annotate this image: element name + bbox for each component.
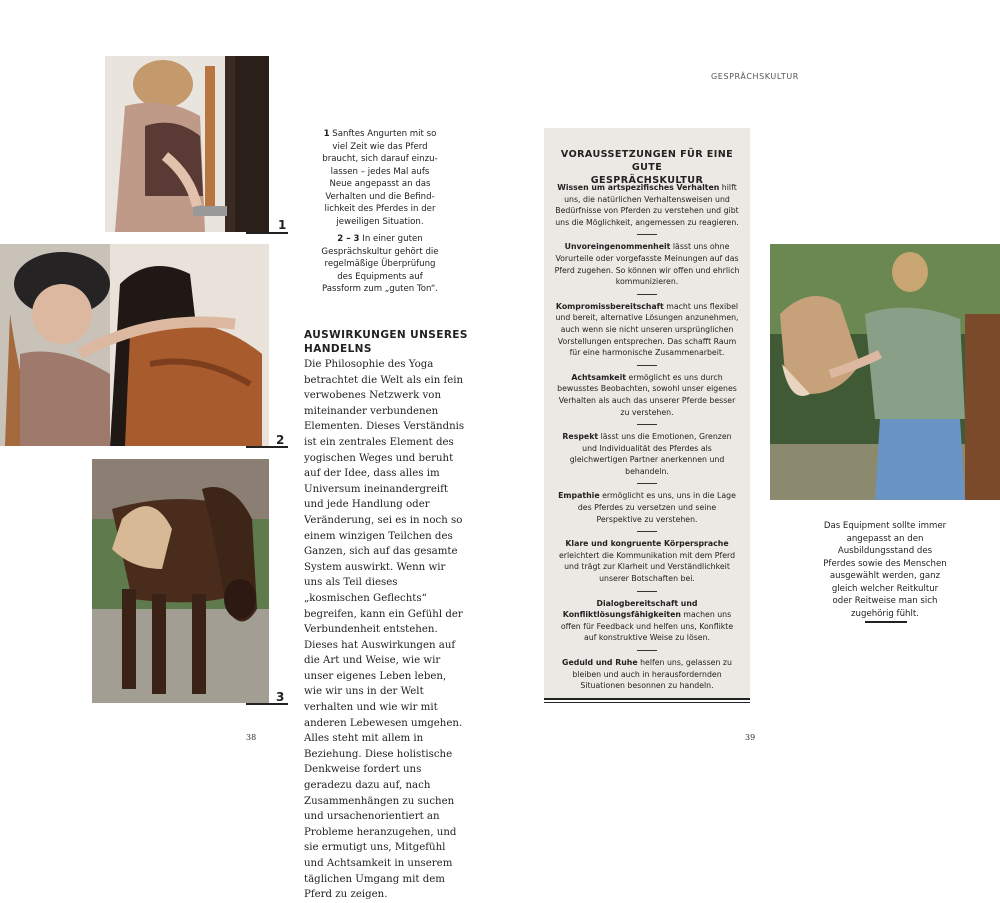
item-text: lässt uns ohne Vorurteile oder vorgefasste Meinungen auf das Pferd zugehen. So können wir offen und ehrlich kommunizieren.: [554, 242, 740, 287]
separator-line: [637, 531, 657, 532]
separator-line: [637, 424, 657, 425]
photo-2-number: 2: [276, 433, 285, 447]
item-text: erleichtert die Kommunikation mit dem Pferd und trägt zur Klarheit und Verständlichkeit unserer Botschaften bei.: [558, 550, 736, 584]
caption-text-1: Sanftes Angurten mit so viel Zeit wie das Pferd braucht, sich darauf einzulassen – jedes Mal aufs Neue angepasst an das Verhalten und die Befindlichkeit des Pferdes in der jeweiligen Situation.: [322, 129, 438, 227]
item-text: ermöglicht es uns durch bewusstes Beobachten, sowohl unser eigenes Verhalten als auch das unserer Pferde besser zu verstehen.: [557, 372, 737, 417]
sidebar-items: [544, 182, 750, 692]
caption-number-1: 1: [323, 129, 330, 139]
separator-line: [637, 650, 657, 651]
separator-line: [637, 294, 657, 295]
article-heading-line-2: HANDELNS: [304, 343, 372, 355]
item-text: machen uns offen für Feedback und helfen uns, Konflikte auf konstruktive Weise zu lösen.: [560, 610, 734, 643]
separator-line: [637, 234, 657, 235]
item-term: Kompromissbereitschaft: [555, 301, 664, 311]
sidebar-bottom-rule: [544, 698, 750, 700]
page-number-right: 39: [745, 733, 756, 742]
list-item: [544, 538, 750, 584]
item-text: macht uns flexibel und bereit, alternative Lösungen anzunehmen, auch wenn sie nicht unseren ursprünglichen Vorstellungen entsprechen. Das schafft Raum für eine harmonische Zusammenarbeit.: [555, 301, 739, 358]
separator-line: [637, 591, 657, 592]
item-term: Dialogbereitschaft und Konfliktlösungsfähigkeiten: [562, 598, 698, 620]
sidebar-bottom-rule-thin: [544, 702, 750, 703]
item-term: Achtsamkeit: [571, 372, 626, 382]
list-item: [544, 657, 750, 692]
photo-1-number: 1: [278, 218, 287, 232]
photo-3-number: 3: [276, 690, 285, 704]
photo-caption-left: [320, 128, 440, 296]
item-term: Empathie: [558, 491, 600, 501]
separator-line: [637, 365, 657, 366]
item-term: Klare und kongruente Körpersprache: [565, 539, 729, 549]
item-text: lässt uns die Emotionen, Grenzen und Individualität des Pferdes als gleichwertigen Partner anerkennen und behandeln.: [569, 432, 732, 476]
running-head: GESPRÄCHSKULTUR: [711, 72, 799, 81]
photo-girthing: [105, 56, 269, 232]
list-item: [544, 431, 750, 477]
item-text: ermöglicht es uns, uns in die Lage des Pferdes zu versetzen und seine Perspektive zu verstehen.: [577, 491, 736, 524]
item-text: hilft uns, die natürlichen Verhaltensweisen und Bedürfnisse von Pferden zu verstehen und gibt uns die Möglichkeit, angemessen zu reagieren.: [555, 183, 739, 227]
sidebar-title-line-1: VORAUSSETZUNGEN FÜR EINE GUTE: [560, 149, 734, 173]
article-heading-line-1: AUSWIRKUNGEN UNSERES: [304, 329, 468, 341]
list-item: [544, 598, 750, 644]
page-number-left: 38: [246, 733, 257, 742]
photo-saddle-check: [0, 244, 269, 446]
article-body: Die Philosophie des Yoga betrachtet die Welt als ein fein verwobenes Netzwerk von miteinander verbundenen Elementen. Dieses Verständnis ist ein zentrales Element des yogischen Weges und beruht auf der Idee, dass alles im Universum ineinandergreift und jede Handlung oder Veränderung, sei es in noch so einem winzigen Teilchen des Ganzen, sich auf das gesamte System auswirkt. Wenn wir uns als Teil dieses „kosmischen Geflechts“ begreifen, kann ein Gefühl der Verbundenheit entstehen. Dieses hat Auswirkungen auf die Art und Weise, wie wir unser eigenes Leben leben, wie wir uns in der Welt verhalten und wie wir mit anderen Lebewesen umgehen. Alles steht mit allem in Beziehung. Diese holistische Denkweise fordert uns geradezu dazu auf, nach Zusammenhängen zu suchen und ursachenorientiert an Probleme heranzugehen, und sie ermutigt uns, Mitgefühl und Achtsamkeit in unserem täglichen Umgang mit dem Pferd zu zeigen.: [304, 359, 465, 901]
list-item: [544, 301, 750, 359]
item-term: Geduld und Ruhe: [562, 658, 638, 667]
sidebar-title-line-2: GESPRÄCHSKULTUR: [590, 175, 704, 186]
caption-text-2: In einer guten Gesprächskultur gehört die regelmäßige Überprüfung des Equipments auf Passform zum „guten Ton“.: [321, 234, 439, 294]
photo-caption-right: Das Equipment sollte immer angepasst an den Ausbildungsstand des Pferdes sowie des Menschen ausgewählt werden, ganz gleich welcher Reitkultur oder Reitweise man sich zugehörig fühlt.: [823, 521, 947, 619]
sidebar-box: [544, 128, 750, 700]
item-term: Unvoreingenommenheit: [564, 242, 671, 252]
photo-woman-leading-horse: [770, 244, 1000, 500]
list-item: [544, 241, 750, 287]
list-item: [544, 372, 750, 418]
item-term: Wissen um artspezifisches Verhalten: [557, 183, 720, 192]
list-item: [544, 182, 750, 228]
caption-right-rule: [865, 621, 907, 623]
separator-line: [637, 483, 657, 484]
list-item: [544, 490, 750, 525]
item-text: helfen uns, gelassen zu bleiben und auch in herausfordernden Situationen besonnen zu handeln.: [572, 658, 732, 691]
photo-1-rule: [246, 232, 288, 234]
article-heading: [304, 328, 468, 356]
item-term: Respekt: [562, 432, 599, 442]
caption-number-2-3: 2 – 3: [337, 234, 360, 244]
photo-bay-horse-saddled: [92, 459, 269, 703]
